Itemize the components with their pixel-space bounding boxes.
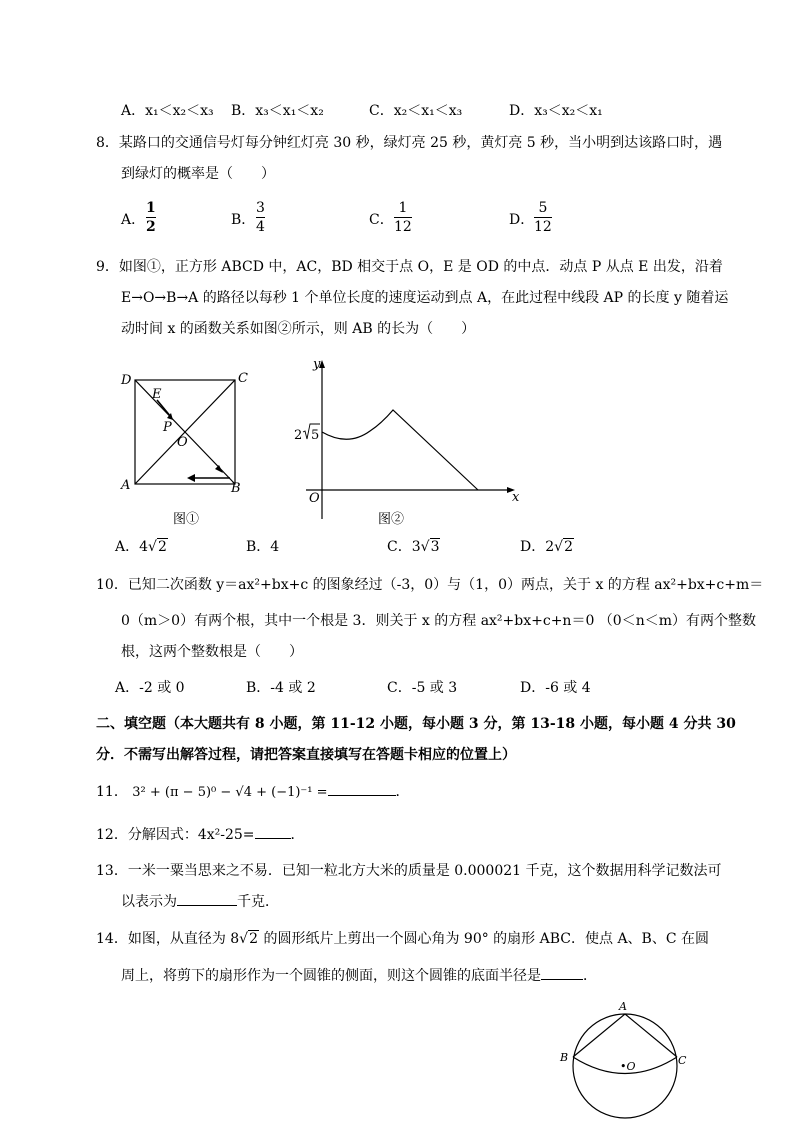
q9-option-b: B．4 <box>246 539 280 555</box>
label-b: B <box>560 1051 569 1064</box>
q14-line-2-text: 周上，将剪下的扇形作为一个圆锥的侧面，则这个圆锥的底面半径是 <box>121 968 541 984</box>
q9-option-d-radical: √2 <box>554 539 573 555</box>
q10-line-2: 0（m＞0）有两个根，其中一个根是 3．则关于 x 的方程 ax²+bx+c+n＝0 （0＜n＜m）有两个整数 <box>121 613 757 629</box>
section-2-heading-line-1: 二、填空题（本大题共有 8 小题，第 11-12 小题，每小题 3 分，第 13-18 小题，每小题 4 分共 30 <box>96 716 736 732</box>
q9-option-a-coef: 4 <box>139 539 149 555</box>
y-value-coefficient: 2 <box>294 428 303 443</box>
q7-option-a: A．x₁＜x₂＜x₃ <box>121 103 214 119</box>
q9-line-3: 动时间 x 的函数关系如图②所示，则 AB 的长为（ ） <box>121 321 476 337</box>
q14-radical: √2 <box>239 931 259 947</box>
label-p: P <box>163 420 172 435</box>
q13-line-2-text: 以表示为 <box>121 894 177 910</box>
q13-line-1: 13．一米一粟当思来之不易．已知一粒北方大米的质量是 0.000021 千克，这个数据用科学记数法可 <box>96 863 722 879</box>
q9-option-c <box>387 537 440 557</box>
q8-option-b-fraction <box>256 200 265 235</box>
q8-option-a-fraction <box>146 200 156 235</box>
q12-answer-blank[interactable] <box>255 838 291 839</box>
q8-line-2: 到绿灯的概率是（ ） <box>121 166 275 182</box>
label-x: x <box>512 490 520 505</box>
figure-1-square <box>115 365 255 530</box>
q10-option-b: B．-4 或 2 <box>246 680 316 696</box>
q9-option-a-radical: √2 <box>148 539 167 555</box>
q8-option-b-label: B． <box>231 212 256 228</box>
q9-option-a <box>115 537 168 557</box>
q8-option-c-denominator: 12 <box>394 219 412 235</box>
q14-line-1 <box>96 929 709 949</box>
q9-option-a-label: A． <box>115 539 140 555</box>
q8-option-a-numerator: 1 <box>146 200 156 216</box>
q12 <box>96 825 305 845</box>
q14-line-1-start: 14．如图，从直径为 8 <box>96 931 240 947</box>
q8-option-c-numerator: 1 <box>398 200 408 216</box>
q9-option-c-radicand: 3 <box>430 539 440 555</box>
q8-option-a-denominator: 2 <box>146 219 156 235</box>
q14-line-2 <box>121 966 597 986</box>
y-value-radicand: 5 <box>311 428 320 443</box>
q8-option-c-label: C． <box>369 212 394 228</box>
section-2-heading-line-2: 分．不需写出解答过程，请把答案直接填写在答题卡相应的位置上） <box>96 747 516 763</box>
q9-option-d-coef: 2 <box>545 539 555 555</box>
q11 <box>96 782 410 803</box>
label-y: y <box>313 357 321 372</box>
q14-figure-circle-sector <box>556 998 696 1120</box>
figure-2-graph <box>290 355 530 530</box>
label-c: C <box>238 371 248 386</box>
label-c: C <box>678 1054 687 1067</box>
q9-option-d <box>520 537 574 557</box>
q8-option-a-label: A． <box>121 212 146 228</box>
arrow-head-3 <box>187 474 195 482</box>
q14-radicand: 2 <box>249 931 259 947</box>
label-b: B <box>231 481 241 496</box>
q14-line-2-end: ． <box>583 968 597 984</box>
q12-text: 12．分解因式：4x²-25= <box>96 827 255 843</box>
q9-option-a-radicand: 2 <box>157 539 167 555</box>
q13-answer-blank[interactable] <box>177 905 237 906</box>
q8-option-b-numerator: 3 <box>256 200 265 216</box>
q8-option-b-denominator: 4 <box>256 219 265 235</box>
q9-line-2: E→O→B→A 的路径以每秒 1 个单位长度的速度运动到点 A，在此过程中线段 AP 的长度 y 随着运 <box>121 290 729 306</box>
q13-line-2-end: 千克． <box>237 894 279 910</box>
q9-option-d-radicand: 2 <box>564 539 573 555</box>
label-o: •O <box>620 1060 636 1073</box>
label-e: E <box>152 387 162 402</box>
q14-line-1-end: 的圆形纸片上剪出一个圆心角为 90° 的扇形 ABC．使点 A、B、C 在圆 <box>259 931 710 947</box>
q9-option-c-radical: √3 <box>420 539 440 555</box>
q9-option-c-label: C． <box>387 539 412 555</box>
figure-2-caption: 图② <box>378 512 405 527</box>
path-arrow-eo <box>157 400 171 417</box>
q10-line-1: 10．已知二次函数 y＝ax²+bx+c 的图象经过（-3，0）与（1，0）两点，关于 x 的方程 ax²+bx+c+m＝ <box>96 577 764 593</box>
q10-line-3: 根，这两个整数根是（ ） <box>121 644 303 660</box>
q8-option-d-denominator: 12 <box>534 219 552 235</box>
q10-option-c: C．-5 或 3 <box>387 680 458 696</box>
q10-option-d: D．-6 或 4 <box>520 680 591 696</box>
q11-answer-blank[interactable] <box>328 795 396 796</box>
q9-option-c-coef: 3 <box>411 539 421 555</box>
q8-option-c-fraction <box>394 200 412 235</box>
q11-label: 11． <box>96 784 128 800</box>
q9-option-d-label: D． <box>520 539 546 555</box>
q13-line-2 <box>121 892 279 912</box>
q7-option-d: D．x₃＜x₂＜x₁ <box>509 103 603 119</box>
q7-option-b: B．x₃＜x₁＜x₂ <box>231 103 324 119</box>
label-a: A <box>619 1000 627 1013</box>
label-origin: O <box>309 491 320 506</box>
q8-option-d-label: D． <box>509 212 535 228</box>
q8-option-d-numerator: 5 <box>538 200 548 216</box>
function-curve <box>322 410 478 490</box>
label-a: A <box>121 478 131 493</box>
q11-end: ． <box>395 784 410 800</box>
q9-line-1: 9．如图①，正方形 ABCD 中，AC，BD 相交于点 O，E 是 OD 的中点．动点 P 从点 E 出发，沿着 <box>96 259 723 275</box>
figure-1-caption: 图① <box>173 512 200 527</box>
q8-line-1: 8．某路口的交通信号灯每分钟红灯亮 30 秒，绿灯亮 25 秒，黄灯亮 5 秒，当小明到达该路口时，遇 <box>96 135 723 151</box>
q8-option-d-fraction <box>534 200 552 235</box>
label-o: O <box>177 435 188 450</box>
q10-option-a: A．-2 或 0 <box>115 680 185 696</box>
q11-expression: 3² + (π − 5)⁰ − √4 + (−1)⁻¹ = <box>132 785 328 800</box>
label-d: D <box>121 373 132 388</box>
q7-option-c: C．x₂＜x₁＜x₃ <box>369 103 463 119</box>
q14-answer-blank[interactable] <box>541 979 583 980</box>
q12-end: ． <box>290 827 305 843</box>
arrow-head-2 <box>215 465 223 473</box>
